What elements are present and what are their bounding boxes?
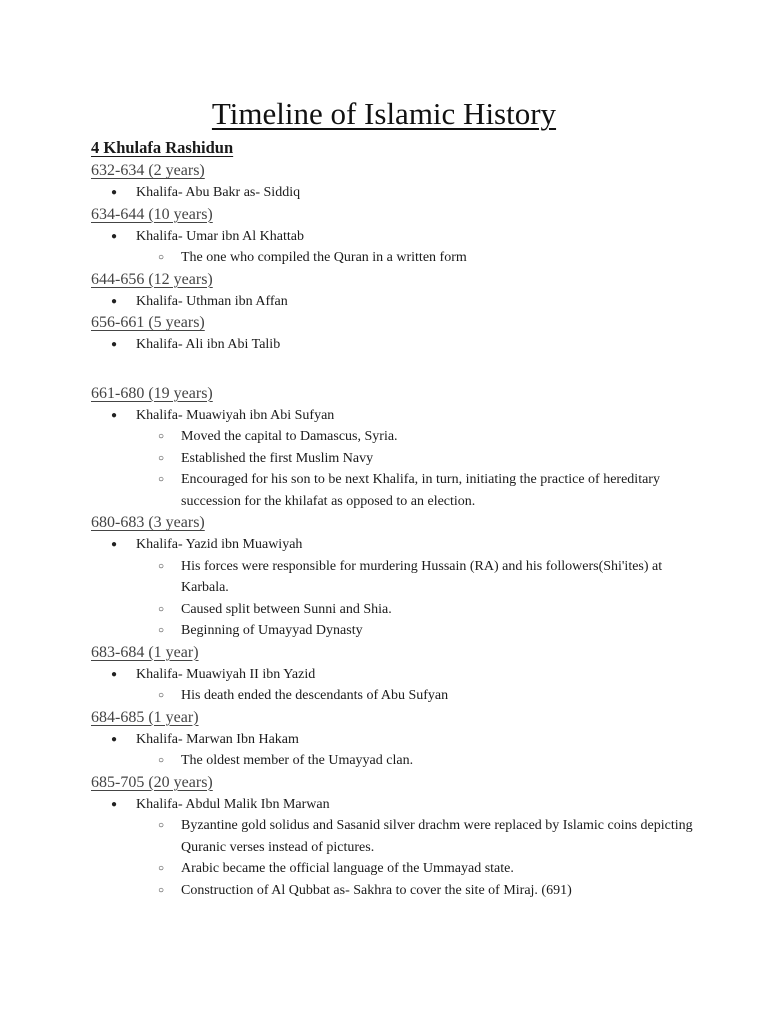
period-heading: 683-684 (1 year) (91, 643, 199, 661)
blank-line (91, 356, 711, 383)
note-item: ○ Construction of Al Qubbat as- Sakhra to cover the site of Miraj. (691) (91, 880, 711, 902)
timeline-entry (91, 707, 711, 772)
note-item: ○ His forces were responsible for murdering Hussain (RA) and his followers(Shi'ites) at Karbala. (91, 556, 711, 599)
period-heading: 685-705 (20 years) (91, 773, 213, 791)
note-item: ○ Established the first Muslim Navy (91, 448, 711, 470)
period-heading: 632-634 (2 years) (91, 162, 205, 179)
timeline-entry (91, 772, 711, 902)
note-item: ○ Byzantine gold solidus and Sasanid silver drachm were replaced by Islamic coins depicting Quranic verses instead of pictures. (91, 815, 711, 858)
khalifa-item: ● Khalifa- Marwan Ibn Hakam (91, 729, 711, 751)
note-item: ○ Moved the capital to Damascus, Syria. (91, 426, 711, 448)
note-item: ○ Encouraged for his son to be next Khalifa, in turn, initiating the practice of hereditary succession for the khilafat as opposed to an election. (91, 469, 711, 512)
section-heading: 4 Khulafa Rashidun (91, 138, 234, 157)
note-item: ○ Beginning of Umayyad Dynasty (91, 620, 711, 642)
khalifa-item: ● Khalifa- Yazid ibn Muawiyah (91, 534, 711, 556)
timeline-entry (91, 312, 711, 356)
period-heading: 644-656 (12 years) (91, 270, 213, 288)
period-heading: 634-644 (10 years) (91, 205, 213, 223)
khalifa-item: ● Khalifa- Abdul Malik Ibn Marwan (91, 794, 711, 816)
timeline-entry (91, 642, 711, 707)
page-title: Timeline of Islamic History (211, 96, 557, 131)
khalifa-item: ● Khalifa- Uthman ibn Affan (91, 291, 711, 313)
timeline-entry (91, 160, 711, 204)
note-item: ○ His death ended the descendants of Abu Sufyan (91, 685, 711, 707)
period-heading: 680-683 (3 years) (91, 514, 205, 531)
note-item: ○ The one who compiled the Quran in a written form (91, 247, 711, 269)
khalifa-item: ● Khalifa- Muawiyah ibn Abi Sufyan (91, 405, 711, 427)
period-heading: 656-661 (5 years) (91, 314, 205, 331)
note-item: ○ Caused split between Sunni and Shia. (91, 599, 711, 621)
khalifa-item: ● Khalifa- Ali ibn Abi Talib (91, 334, 711, 356)
period-heading: 661-680 (19 years) (91, 384, 213, 402)
note-item: ○ The oldest member of the Umayyad clan. (91, 750, 711, 772)
timeline-entry (91, 204, 711, 269)
timeline-list (91, 160, 711, 901)
khalifa-item: ● Khalifa- Muawiyah II ibn Yazid (91, 664, 711, 686)
timeline-entry (91, 269, 711, 313)
khalifa-item: ● Khalifa- Umar ibn Al Khattab (91, 226, 711, 248)
period-heading: 684-685 (1 year) (91, 708, 199, 726)
note-item: ○ Arabic became the official language of the Ummayad state. (91, 858, 711, 880)
timeline-entry (91, 512, 711, 642)
timeline-entry (91, 383, 711, 513)
khalifa-item: ● Khalifa- Abu Bakr as- Siddiq (91, 182, 711, 204)
